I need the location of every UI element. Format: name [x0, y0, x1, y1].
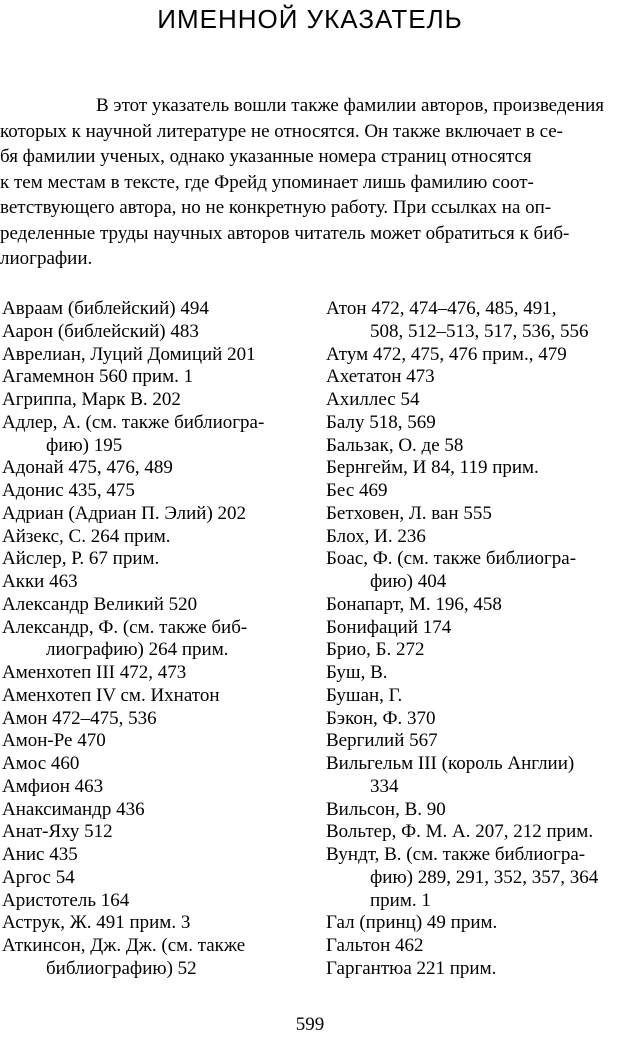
- index-entry-text: Гал (принц) 49 прим.: [326, 912, 498, 934]
- index-entry-text: Ахетатон 473: [326, 366, 435, 388]
- index-entry: [2, 890, 302, 913]
- index-entry-continuation: 508, 512–513, 517, 536, 556: [370, 320, 589, 342]
- index-entry: [326, 844, 618, 912]
- index-entry: [2, 776, 302, 799]
- index-entry-text: Адлер, А. (см. также библиогра-: [2, 411, 265, 433]
- index-entry: [326, 821, 618, 844]
- index-entry-continuation: прим. 1: [370, 889, 431, 911]
- index-entry: [2, 571, 302, 594]
- index-entry-continuation: лиографию) 264 прим.: [46, 639, 229, 661]
- index-entry: [2, 412, 302, 458]
- index-entry-text: Бонифаций 174: [326, 616, 452, 638]
- index-entry-text: Бернгейм, И 84, 119 прим.: [326, 457, 539, 479]
- index-entry: [2, 366, 302, 389]
- index-entry: [2, 548, 302, 571]
- intro-line: лиографии.: [0, 248, 93, 269]
- index-entry: [326, 435, 618, 458]
- index-entry-text: Вундт, В. (см. также библиогра-: [326, 844, 586, 865]
- index-entry-text: Аткинсон, Дж. Дж. (см. также: [2, 935, 246, 956]
- index-entry: [2, 480, 302, 503]
- index-entry: [326, 935, 618, 958]
- index-entry-text: Бетховен, Л. ван 555: [326, 502, 492, 524]
- index-entry: [326, 617, 618, 640]
- index-entry-continuation: 334: [370, 775, 399, 797]
- index-entry: [2, 298, 302, 321]
- index-entry-text: Атум 472, 475, 476 прим., 479: [326, 343, 567, 365]
- index-entry-text: Аменхотеп III 472, 473: [2, 662, 187, 683]
- index-entry: [2, 753, 302, 776]
- index-entry-text: Амон 472–475, 536: [2, 707, 157, 729]
- intro-line: которых к научной литературе не относятся. Он также включает в се-: [0, 120, 564, 142]
- index-column-right: [326, 298, 618, 981]
- index-entry-text: Амос 460: [2, 753, 80, 774]
- index-entry: [326, 480, 618, 503]
- index-entry: [326, 799, 618, 822]
- index-entry-text: Аменхотеп IV см. Ихнатон: [2, 684, 220, 706]
- index-entry: [326, 344, 618, 367]
- index-entry-text: Агриппа, Марк В. 202: [2, 389, 181, 410]
- index-entry-continuation: фию) 404: [370, 571, 447, 592]
- page-number: 599: [295, 1014, 325, 1035]
- index-entry-text: Вергилий 567: [326, 730, 438, 752]
- index-entry-text: Александр, Ф. (см. также биб-: [2, 616, 248, 638]
- index-entry: [2, 662, 302, 685]
- index-entry-continuation: фию) 289, 291, 352, 357, 364: [370, 866, 599, 888]
- index-entry-text: Брио, Б. 272: [326, 639, 425, 661]
- index-entry: [2, 821, 302, 844]
- index-entry-text: Анис 435: [2, 844, 78, 865]
- index-entry: [2, 389, 302, 412]
- index-column-left: [2, 298, 302, 981]
- index-entry: [2, 844, 302, 867]
- index-entry-text: Анаксимандр 436: [2, 798, 145, 820]
- index-entry-text: Авраам (библейский) 494: [2, 298, 209, 319]
- index-entry: [2, 457, 302, 480]
- index-entry-text: Аристотель 164: [2, 889, 130, 911]
- index-entry: [2, 912, 302, 935]
- index-entry: [326, 708, 618, 731]
- index-entry-text: Айслер, Р. 67 прим.: [2, 548, 160, 570]
- index-entry-text: Бушан, Г.: [326, 684, 403, 706]
- index-entry: [2, 617, 302, 663]
- page-title: ИМЕННОЙ УКАЗАТЕЛЬ: [157, 4, 463, 34]
- intro-line: В этот указатель вошли также фамилии авторов, произведения: [96, 95, 605, 116]
- index-entry: [326, 594, 618, 617]
- index-entry-text: Айзекс, С. 264 прим.: [2, 525, 171, 547]
- index-entry: [2, 526, 302, 549]
- index-entry-text: Вольтер, Ф. М. А. 207, 212 прим.: [326, 821, 594, 843]
- index-entry-text: Бонапарт, М. 196, 458: [326, 593, 502, 615]
- index-entry-continuation: фию) 195: [46, 434, 123, 456]
- index-entry-text: Амфион 463: [2, 775, 104, 797]
- index-entry-text: Аврелиан, Луций Домиций 201: [2, 343, 256, 365]
- index-entry-text: Аргос 54: [2, 866, 75, 888]
- index-entry: [326, 366, 618, 389]
- index-entry-text: Агамемнон 560 прим. 1: [2, 366, 194, 388]
- index-entry: [326, 503, 618, 526]
- index-entry-text: Атон 472, 474–476, 485, 491,: [326, 298, 557, 319]
- index-entry-text: Бэкон, Ф. 370: [326, 707, 436, 729]
- index-entry: [326, 412, 618, 435]
- index-entry-text: Вильсон, В. 90: [326, 798, 446, 820]
- index-entry: [326, 730, 618, 753]
- index-entry: [2, 685, 302, 708]
- index-entry: [2, 935, 302, 981]
- index-entry-text: Вильгельм III (король Англии): [326, 753, 575, 774]
- index-entry: [2, 503, 302, 526]
- intro-line: бя фамилии ученых, однако указанные номера страниц относятся: [0, 146, 532, 167]
- index-entry-text: Бес 469: [326, 480, 388, 501]
- index-entry: [326, 662, 618, 685]
- index-entry: [2, 344, 302, 367]
- index-entry-text: Аструк, Ж. 491 прим. 3: [2, 912, 191, 934]
- index-entry: [326, 457, 618, 480]
- index-entry: [2, 799, 302, 822]
- index-entry-text: Адриан (Адриан П. Элий) 202: [2, 502, 247, 524]
- index-entry: [326, 639, 618, 662]
- index-entry-text: Гаргантюа 221 прим.: [326, 957, 497, 979]
- index-entry: [326, 912, 618, 935]
- index-entry: [326, 389, 618, 412]
- index-entry: [2, 867, 302, 890]
- index-entry: [2, 730, 302, 753]
- index-entry-text: Балу 518, 569: [326, 411, 436, 433]
- index-entry: [326, 298, 618, 344]
- intro-line: ределенные труды научных авторов читатель может обратиться к биб-: [0, 222, 570, 244]
- index-entry-text: Адонай 475, 476, 489: [2, 457, 173, 479]
- index-entry: [2, 321, 302, 344]
- index-entry-continuation: библиографию) 52: [46, 957, 197, 979]
- index-entry-text: Адонис 435, 475: [2, 480, 135, 501]
- intro-paragraph: [0, 93, 618, 272]
- index-entry: [2, 708, 302, 731]
- index-entry: [326, 526, 618, 549]
- intro-line: к тем местам в тексте, где Фрейд упоминает лишь фамилию соот-: [0, 171, 534, 193]
- index-entry-text: Аарон (библейский) 483: [2, 320, 199, 342]
- intro-line: ветствующего автора, но не конкретную работу. При ссылках на оп-: [0, 197, 552, 218]
- index-entry-text: Акки 463: [2, 571, 78, 592]
- index-entry-text: Блох, И. 236: [326, 525, 426, 547]
- index-entry: [326, 958, 618, 981]
- index-entry: [2, 594, 302, 617]
- index-entry: [326, 753, 618, 799]
- index-entry: [326, 548, 618, 594]
- index-entry-text: Амон-Ре 470: [2, 730, 106, 752]
- index-entry-text: Анат-Яху 512: [2, 821, 113, 843]
- index-entry-text: Боас, Ф. (см. также библиогра-: [326, 548, 577, 570]
- index-entry-text: Бальзак, О. де 58: [326, 434, 464, 456]
- index-entry: [326, 685, 618, 708]
- index-entry-text: Александр Великий 520: [2, 593, 198, 615]
- index-entry-text: Буш, В.: [326, 662, 388, 683]
- index-entry-text: Гальтон 462: [326, 935, 424, 956]
- index-entry-text: Ахиллес 54: [326, 389, 420, 410]
